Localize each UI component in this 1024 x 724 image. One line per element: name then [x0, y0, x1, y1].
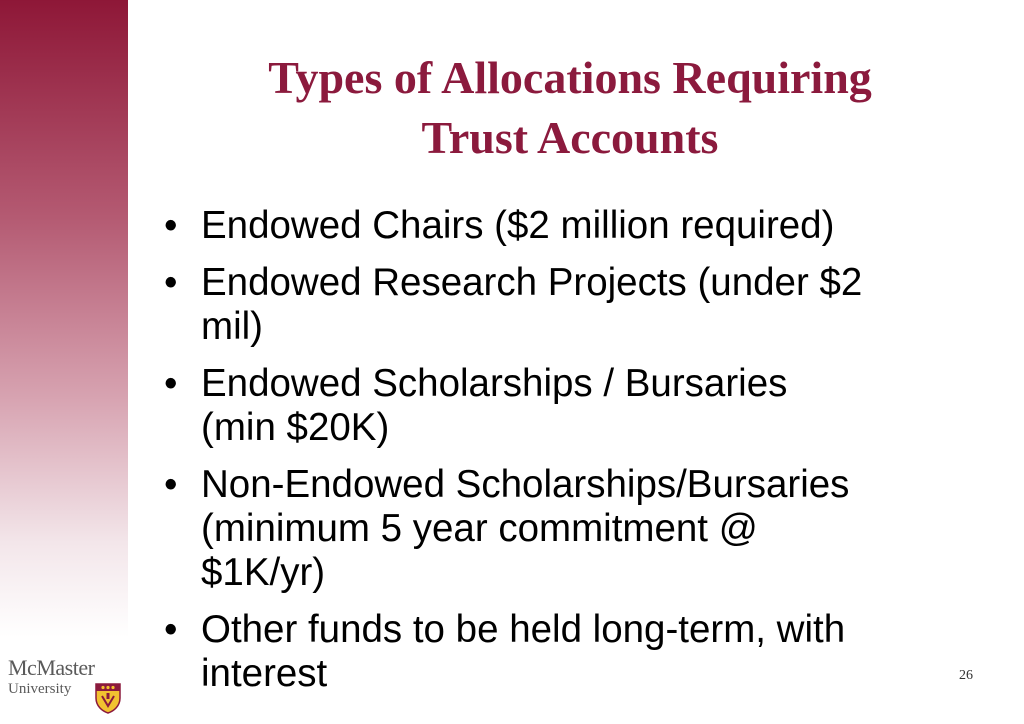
- logo-subtitle: University: [8, 681, 72, 697]
- bullet-item: [164, 608, 964, 696]
- page-number: 26: [959, 668, 973, 683]
- bullet-dot: •: [164, 362, 178, 405]
- bullet-text: Endowed Chairs ($2 million required): [201, 204, 835, 247]
- bullet-text: (min $20K): [201, 406, 390, 449]
- bullet-text: interest: [201, 652, 328, 695]
- bullet-item: [164, 204, 964, 248]
- bullet-item: [164, 463, 964, 595]
- bullet-item: [164, 261, 964, 349]
- bullet-text: Other funds to be held long-term, with: [201, 608, 846, 651]
- university-logo: [8, 656, 123, 716]
- bullet-item: [164, 362, 964, 450]
- bullet-dot: •: [164, 204, 178, 247]
- bullet-dot: •: [164, 261, 178, 304]
- bullet-text: Endowed Research Projects (under $2: [201, 261, 863, 304]
- logo-name: McMaster: [8, 655, 95, 680]
- bullet-dot: •: [164, 608, 178, 651]
- title-line: Trust Accounts: [421, 112, 719, 163]
- title-line: Types of Allocations Requiring: [268, 52, 872, 103]
- bullet-text: (minimum 5 year commitment @: [201, 507, 758, 550]
- bullet-text: $1K/yr): [201, 551, 326, 594]
- bullet-text: mil): [201, 305, 263, 348]
- bullet-text: Non-Endowed Scholarships/Bursaries: [201, 463, 850, 506]
- bullet-text: Endowed Scholarships / Bursaries: [201, 362, 788, 405]
- slide-title: [140, 48, 1000, 168]
- bullet-list: [164, 204, 964, 709]
- side-band: [0, 0, 128, 724]
- bullet-dot: •: [164, 463, 178, 506]
- crest-icon: [94, 682, 122, 714]
